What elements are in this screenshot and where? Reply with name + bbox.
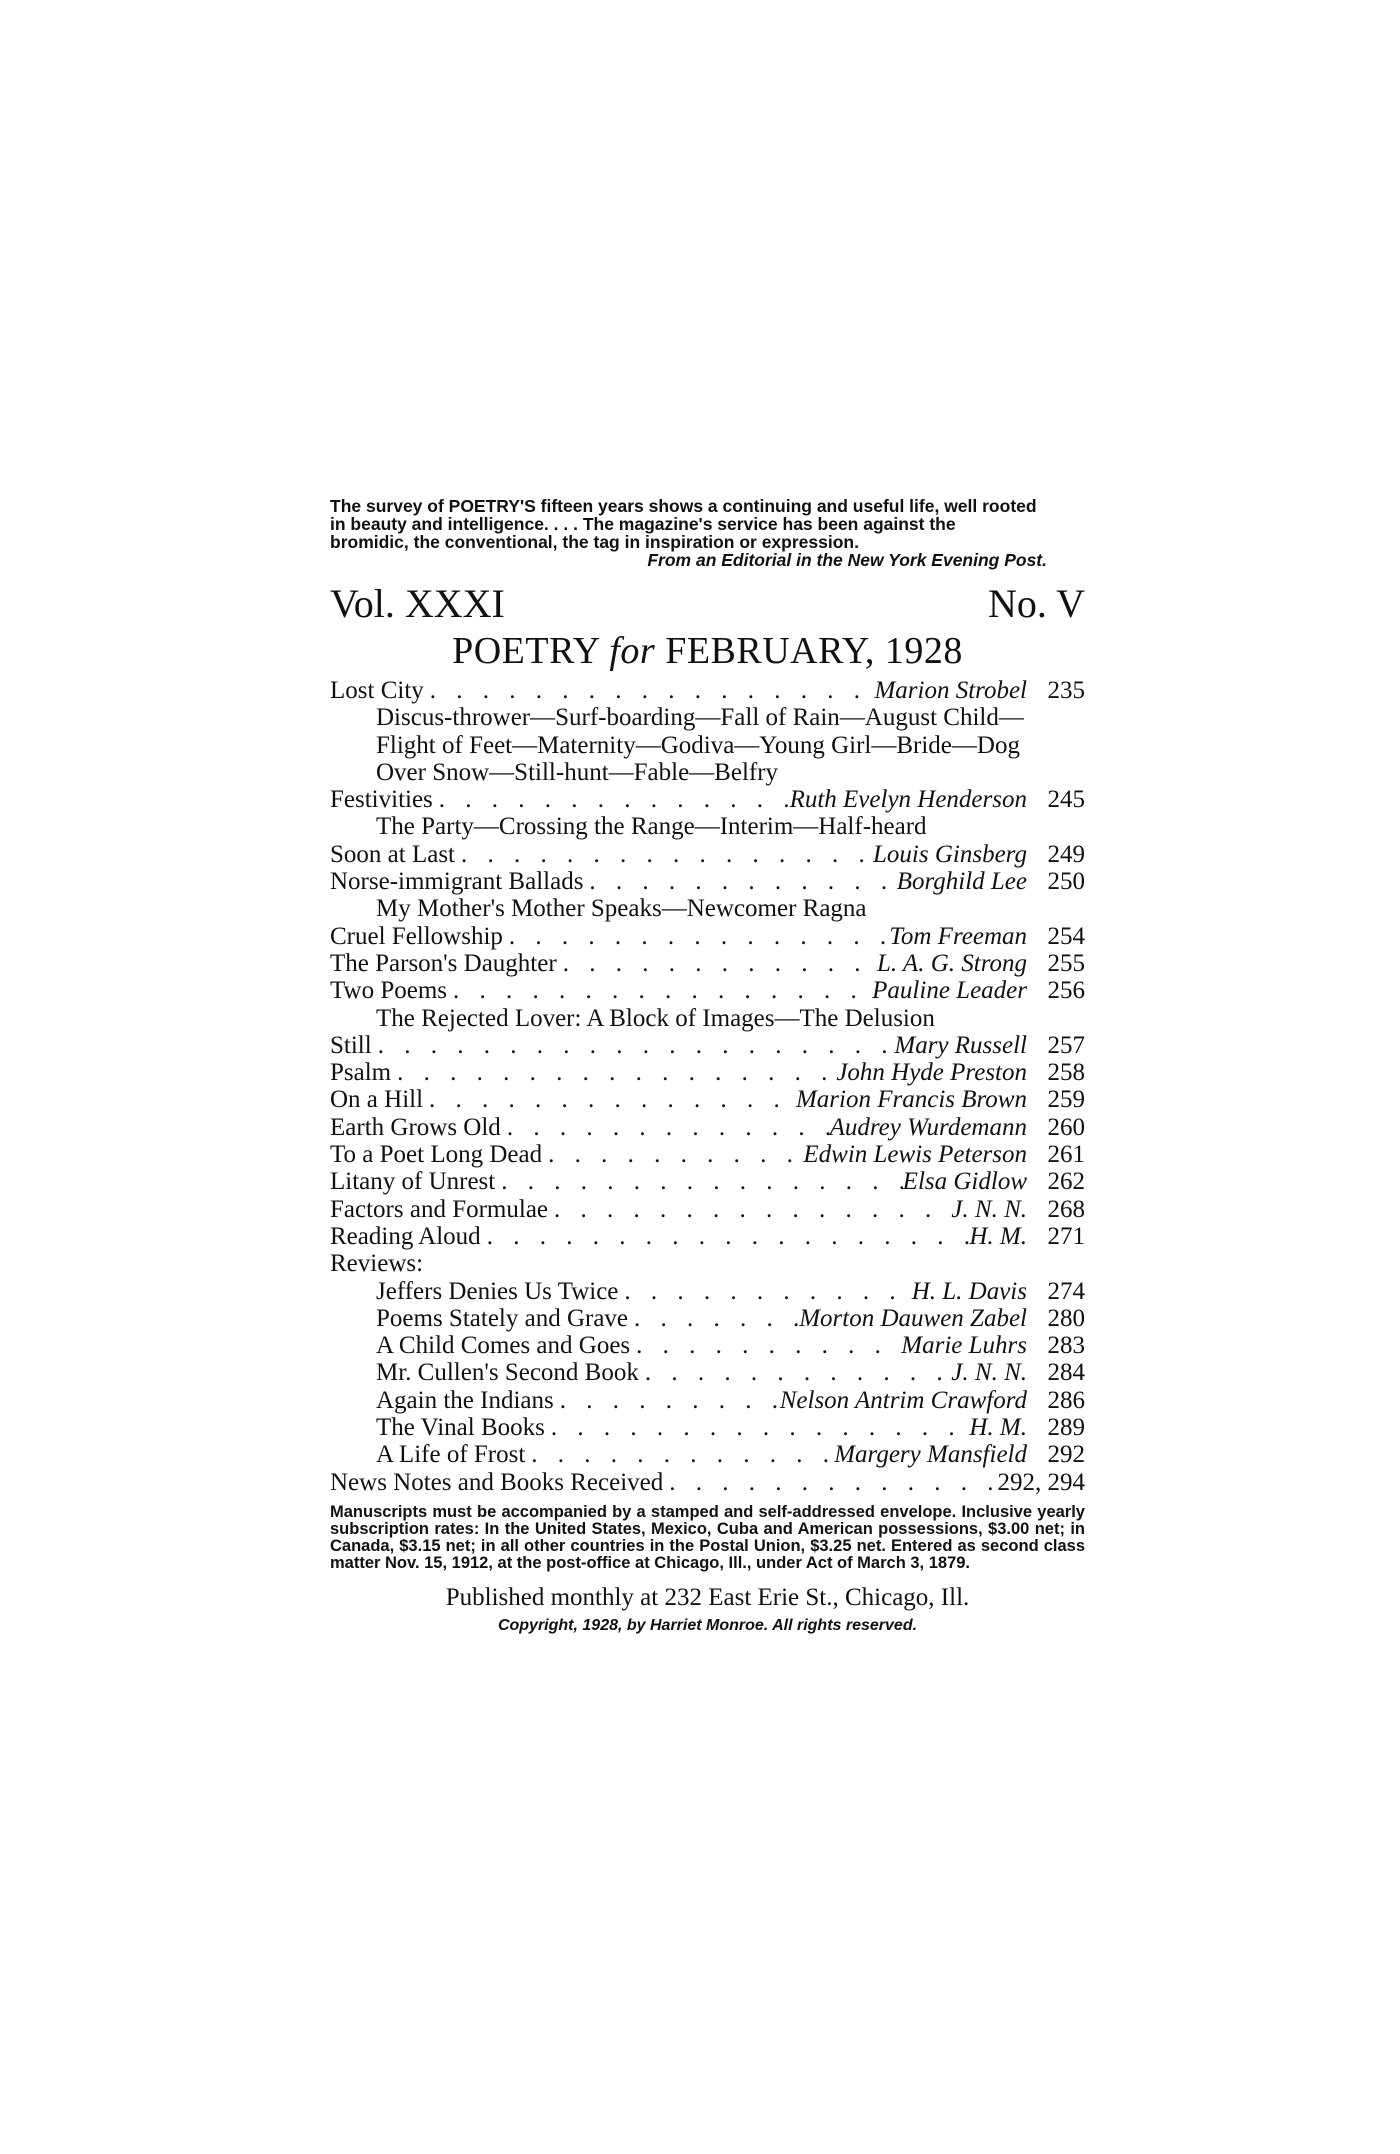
toc-author: H. M. <box>969 1222 1027 1250</box>
toc-author: Audrey Wurdemann <box>829 1113 1027 1141</box>
review-entry <box>330 1305 1085 1332</box>
issue-title <box>330 631 1085 671</box>
toc-author: Ruth Evelyn Henderson <box>789 786 1027 814</box>
toc-entry <box>330 950 1085 977</box>
copyright-line: Copyright, 1928, by Harriet Monroe. All rights reserved. <box>497 1616 918 1634</box>
review-entry <box>330 1278 1085 1305</box>
toc-author: Edwin Lewis Peterson <box>803 1141 1027 1169</box>
toc-author: Borghild Lee <box>896 868 1027 896</box>
review-author: Nelson Antrim Crawford <box>779 1386 1027 1414</box>
review-title: Poems Stately and Grave <box>376 1304 629 1332</box>
toc-entry <box>330 1141 1085 1168</box>
toc-author: Tom Freeman <box>889 922 1027 950</box>
toc-author: J. N. N. <box>951 1195 1027 1223</box>
review-author: J. N. N. <box>951 1359 1027 1387</box>
epigraph <box>330 497 1085 569</box>
review-page: 289 <box>1047 1414 1085 1442</box>
review-title: Mr. Cullen's Second Book <box>376 1359 639 1387</box>
review-title: A Child Comes and Goes <box>376 1332 631 1360</box>
volume-label: Vol. XXXI <box>330 581 505 626</box>
toc-title: Still <box>330 1031 372 1059</box>
toc-subtitle-line: My Mother's Mother Speaks—Newcomer Ragna <box>376 895 867 923</box>
toc-author: John Hyde Preston <box>836 1059 1027 1087</box>
review-entry <box>330 1414 1085 1441</box>
toc-subtitles <box>330 813 1085 840</box>
review-title: Again the Indians <box>376 1386 554 1414</box>
review-page: 280 <box>1047 1304 1085 1332</box>
review-title: Jeffers Denies Us Twice <box>376 1277 619 1305</box>
epigraph-line: in beauty and intelligence. . . . The magazine's service has been against the <box>330 514 956 534</box>
toc-title: To a Poet Long Dead <box>330 1141 543 1169</box>
toc-entry <box>330 977 1085 1004</box>
title-magazine: POETRY <box>452 630 600 672</box>
toc-author: Marion Francis Brown <box>795 1086 1027 1114</box>
review-page: 286 <box>1047 1386 1085 1414</box>
review-author: H. L. Davis <box>911 1277 1027 1305</box>
table-of-contents <box>330 677 1085 1496</box>
toc-entry <box>330 677 1085 704</box>
toc-entry <box>330 1059 1085 1086</box>
toc-title: Factors and Formulae <box>330 1195 549 1223</box>
news-pages: 292, 294 <box>997 1468 1085 1496</box>
toc-entry <box>330 1223 1085 1250</box>
contents-page <box>330 497 1085 1636</box>
toc-title: On a Hill <box>330 1086 424 1114</box>
review-entry <box>330 1387 1085 1414</box>
toc-title: Festivities <box>330 786 433 814</box>
review-author: Margery Mansfield <box>834 1441 1027 1469</box>
toc-entry <box>330 1086 1085 1113</box>
toc-title: Psalm <box>330 1059 392 1087</box>
toc-entry <box>330 786 1085 813</box>
review-entry <box>330 1359 1085 1386</box>
review-page: 284 <box>1047 1359 1085 1387</box>
review-author: H. M. <box>969 1414 1027 1442</box>
epigraph-line: bromidic, the conventional, the tag in inspiration or expression. <box>330 532 859 552</box>
issue-number: No. V <box>987 581 1085 626</box>
toc-title: Soon at Last <box>330 840 455 868</box>
toc-page: 255 <box>1047 949 1085 977</box>
toc-page: 271 <box>1047 1222 1085 1250</box>
toc-page: 235 <box>1047 677 1085 704</box>
toc-page: 259 <box>1047 1086 1085 1114</box>
subscription-notice: Manuscripts must be accompanied by a stamped and self-addressed envelope. Inclusive yearly subscription rates: In the United States, Mexico, Cuba and American possessions, $3.00 net; in Canada, $3.15 net; in all other countries in the Postal Union, $3.25 net. Entered as second class matter Nov. 15, 1912, at the post-office at Chicago, Ill., under Act of March 3, 1879. <box>330 1502 1085 1572</box>
toc-author: Marion Strobel <box>874 677 1027 704</box>
toc-title: Lost City <box>330 677 424 704</box>
toc-page: 245 <box>1047 786 1085 814</box>
epigraph-source: From an Editorial in the New York Evening Post. <box>647 550 1047 570</box>
toc-page: 262 <box>1047 1168 1085 1196</box>
title-month: FEBRUARY, 1928 <box>665 630 963 672</box>
review-page: 283 <box>1047 1332 1085 1360</box>
toc-page: 256 <box>1047 977 1085 1005</box>
toc-subtitles <box>330 1005 1085 1032</box>
toc-subtitle-line: Over Snow—Still-hunt—Fable—Belfry <box>376 758 779 786</box>
toc-title: Cruel Fellowship <box>330 922 503 950</box>
toc-entry <box>330 1114 1085 1141</box>
toc-entry <box>330 1196 1085 1223</box>
toc-author: Mary Russell <box>894 1031 1027 1059</box>
toc-entry <box>330 923 1085 950</box>
toc-subtitle-line: The Rejected Lover: A Block of Images—The Delusion <box>376 1004 935 1032</box>
toc-subtitle-line: The Party—Crossing the Range—Interim—Half-heard <box>376 813 927 841</box>
toc-author: Louis Ginsberg <box>873 840 1027 868</box>
toc-page: 257 <box>1047 1031 1085 1059</box>
publication-address: Published monthly at 232 East Erie St., Chicago, Ill. <box>445 1583 970 1611</box>
review-author: Marie Luhrs <box>901 1332 1027 1360</box>
toc-title: Earth Grows Old <box>330 1113 501 1141</box>
review-page: 292 <box>1047 1441 1085 1469</box>
reviews-heading: Reviews: <box>330 1250 424 1278</box>
toc-entry <box>330 1032 1085 1059</box>
toc-title: Reading Aloud <box>330 1222 481 1250</box>
toc-title: The Parson's Daughter <box>330 949 557 977</box>
toc-subtitles <box>330 704 1085 786</box>
toc-title: Norse-immigrant Ballads <box>330 868 584 896</box>
review-author: Morton Dauwen Zabel <box>799 1304 1027 1332</box>
volume-row <box>330 583 1085 625</box>
toc-subtitle-line: Discus-thrower—Surf-boarding—Fall of Rain—August Child— <box>376 704 1024 732</box>
toc-page: 258 <box>1047 1059 1085 1087</box>
toc-page: 254 <box>1047 922 1085 950</box>
review-entry <box>330 1441 1085 1468</box>
toc-page: 261 <box>1047 1141 1085 1169</box>
toc-page: 250 <box>1047 868 1085 896</box>
toc-entry <box>330 841 1085 868</box>
toc-page: 268 <box>1047 1195 1085 1223</box>
review-entry <box>330 1332 1085 1359</box>
toc-page: 249 <box>1047 840 1085 868</box>
review-page: 274 <box>1047 1277 1085 1305</box>
toc-entry <box>330 868 1085 895</box>
toc-title: Two Poems <box>330 977 448 1005</box>
toc-subtitles <box>330 895 1085 922</box>
toc-title: Litany of Unrest <box>330 1168 496 1196</box>
toc-author: Elsa Gidlow <box>902 1168 1027 1196</box>
toc-subtitle-line: Flight of Feet—Maternity—Godiva—Young Girl—Bride—Dog <box>376 731 1020 759</box>
toc-entry <box>330 1168 1085 1195</box>
review-title: A Life of Frost <box>376 1441 526 1469</box>
news-title: News Notes and Books Received <box>330 1468 664 1496</box>
review-title: The Vinal Books <box>376 1414 545 1442</box>
news-entry <box>330 1469 1085 1496</box>
toc-author: L. A. G. Strong <box>876 949 1027 977</box>
toc-author: Pauline Leader <box>872 977 1027 1005</box>
title-for: for <box>609 630 656 672</box>
epigraph-line: The survey of POETRY'S fifteen years shows a continuing and useful life, well rooted <box>330 496 1037 516</box>
toc-page: 260 <box>1047 1113 1085 1141</box>
